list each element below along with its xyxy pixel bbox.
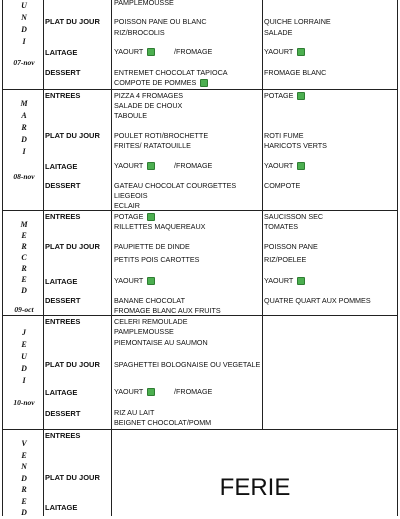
menu-item: QUICHE LORRAINE (264, 17, 331, 26)
day-label-mercredi (4, 219, 44, 296)
menu-item: LIEGEOIS (114, 191, 148, 200)
day-letter: D (21, 286, 27, 295)
grid-line (397, 0, 398, 516)
day-date: 10-nov (13, 398, 35, 407)
day-letter: R (21, 264, 27, 273)
menu-item (114, 47, 155, 56)
category-dessert: DESSERT (45, 409, 81, 418)
category-plat: PLAT DU JOUR (45, 17, 100, 26)
menu-item (264, 91, 305, 100)
day-letter: M (20, 99, 28, 108)
day-letter: J (22, 328, 26, 337)
category-plat: PLAT DU JOUR (45, 131, 100, 140)
day-letter: R (21, 485, 27, 494)
category-laitage: LAITAGE (45, 277, 78, 286)
menu-item-text: COMPOTE DE POMMES (114, 78, 197, 87)
day-label-mardi (4, 98, 44, 158)
day-label-vendredi (4, 438, 44, 519)
day-letter: I (22, 37, 26, 46)
day-letter: C (21, 253, 27, 262)
grid-line (2, 315, 398, 316)
menu-item-text: POTAGE (114, 212, 144, 221)
menu-item: FROMAGE BLANC (264, 68, 327, 77)
day-date: 07-nov (13, 58, 35, 67)
day-letter: R (21, 123, 27, 132)
menu-item: GATEAU CHOCOLAT COURGETTES (114, 181, 237, 190)
menu-item (264, 161, 305, 170)
grid-line (262, 0, 263, 430)
category-plat: PLAT DU JOUR (45, 360, 100, 369)
menu-item: POISSON PANE (264, 242, 318, 251)
day-letter: A (21, 111, 27, 120)
menu-item-text: YAOURT (264, 47, 294, 56)
day-letter: U (21, 1, 27, 10)
menu-item: FROMAGE BLANC AUX FRUITS (114, 306, 221, 315)
day-letter: D (21, 135, 27, 144)
menu-item (114, 78, 208, 87)
leaf-icon (297, 277, 305, 285)
day-letter: D (21, 508, 27, 517)
leaf-icon (200, 79, 208, 87)
holiday-label: FERIE (219, 474, 291, 501)
day-letter: N (21, 13, 27, 22)
day-label-lundi (4, 0, 44, 48)
menu-item-text: YAOURT (114, 276, 144, 285)
menu-item-text: YAOURT (264, 161, 294, 170)
day-letter: I (22, 376, 26, 385)
menu-item: /FROMAGE (174, 47, 213, 56)
category-laitage: LAITAGE (45, 388, 78, 397)
category-entrees: ENTREES (45, 317, 81, 326)
day-letter: R (21, 242, 27, 251)
day-letter: V (21, 439, 27, 448)
category-laitage: LAITAGE (45, 48, 78, 57)
day-letter: I (22, 147, 26, 156)
menu-item: ROTI FUME (264, 131, 304, 140)
category-entrees: ENTREES (45, 431, 81, 440)
menu-item-text: YAOURT (264, 276, 294, 285)
menu-item: RIZ/POELEE (264, 255, 307, 264)
menu-item-text: POTAGE (264, 91, 294, 100)
category-laitage: LAITAGE (45, 503, 78, 512)
category-plat: PLAT DU JOUR (45, 473, 100, 482)
category-dessert: DESSERT (45, 181, 81, 190)
leaf-icon (147, 213, 155, 221)
menu-item: HARICOTS VERTS (264, 141, 327, 150)
menu-item (264, 47, 305, 56)
day-letter: U (21, 352, 27, 361)
grid-line (2, 0, 3, 516)
category-laitage: LAITAGE (45, 162, 78, 171)
day-date: 08-nov (13, 172, 35, 181)
menu-item: SPAGHETTEI BOLOGNAISE OU VEGETALE (114, 360, 261, 369)
menu-item: BANANE CHOCOLAT (114, 296, 185, 305)
menu-item: PIZZA 4 FROMAGES (114, 91, 184, 100)
menu-item: RIZ/BROCOLIS (114, 28, 165, 37)
menu-item: TOMATES (264, 222, 299, 231)
menu-item: PAMPLEMOUSSE (114, 0, 174, 7)
menu-item: PAMPLEMOUSSE (114, 327, 174, 336)
day-letter: D (21, 364, 27, 373)
menu-item: SAUCISSON SEC (264, 212, 324, 221)
leaf-icon (147, 388, 155, 396)
menu-item: TABOULE (114, 111, 148, 120)
menu-item-text: YAOURT (114, 47, 144, 56)
menu-item: QUATRE QUART AUX POMMES (264, 296, 371, 305)
leaf-icon (147, 162, 155, 170)
menu-item: POULET ROTI/BROCHETTE (114, 131, 209, 140)
menu-item: BEIGNET CHOCOLAT/POMM (114, 418, 212, 427)
leaf-icon (297, 162, 305, 170)
day-letter: D (21, 25, 27, 34)
leaf-icon (147, 48, 155, 56)
menu-item: CELERI REMOULADE (114, 317, 188, 326)
day-date: 09-oct (14, 305, 34, 314)
menu-item: PAUPIETTE DE DINDE (114, 242, 190, 251)
day-letter: N (21, 462, 27, 471)
menu-item-text: YAOURT (114, 387, 144, 396)
menu-item-text: YAOURT (114, 161, 144, 170)
menu-item: ENTREMET CHOCOLAT TAPIOCA (114, 68, 228, 77)
grid-line (2, 210, 398, 211)
day-letter: E (21, 275, 27, 284)
menu-item: RILLETTES MAQUEREAUX (114, 222, 206, 231)
menu-item: /FROMAGE (174, 387, 213, 396)
menu-item: PETITS POIS CAROTTES (114, 255, 200, 264)
menu-item: POISSON PANE OU BLANC (114, 17, 207, 26)
category-plat: PLAT DU JOUR (45, 242, 100, 251)
menu-item: SALADE DE CHOUX (114, 101, 183, 110)
menu-item (114, 276, 155, 285)
category-dessert: DESSERT (45, 68, 81, 77)
day-letter: M (20, 220, 28, 229)
menu-item: RIZ AU LAIT (114, 408, 155, 417)
menu-item: FRITES/ RATATOUILLE (114, 141, 191, 150)
menu-item: SALADE (264, 28, 293, 37)
leaf-icon (147, 277, 155, 285)
menu-item: ECLAIR (114, 201, 140, 210)
grid-line (2, 89, 398, 90)
day-letter: E (21, 340, 27, 349)
category-entrees: ENTREES (45, 212, 81, 221)
category-dessert: DESSERT (45, 296, 81, 305)
leaf-icon (297, 92, 305, 100)
menu-item: PIEMONTAISE AU SAUMON (114, 338, 208, 347)
day-letter: E (21, 496, 27, 506)
day-label-jeudi (4, 327, 44, 387)
menu-item: /FROMAGE (174, 161, 213, 170)
day-letter: E (21, 231, 27, 240)
day-letter: E (21, 450, 27, 460)
menu-item (264, 276, 305, 285)
grid-line (111, 0, 112, 516)
category-entrees: ENTREES (45, 91, 81, 100)
menu-item (114, 161, 155, 170)
menu-item (114, 212, 155, 221)
grid-line (2, 429, 398, 430)
day-letter: D (21, 473, 27, 483)
leaf-icon (297, 48, 305, 56)
menu-item (114, 387, 155, 396)
menu-item: COMPOTE (264, 181, 301, 190)
